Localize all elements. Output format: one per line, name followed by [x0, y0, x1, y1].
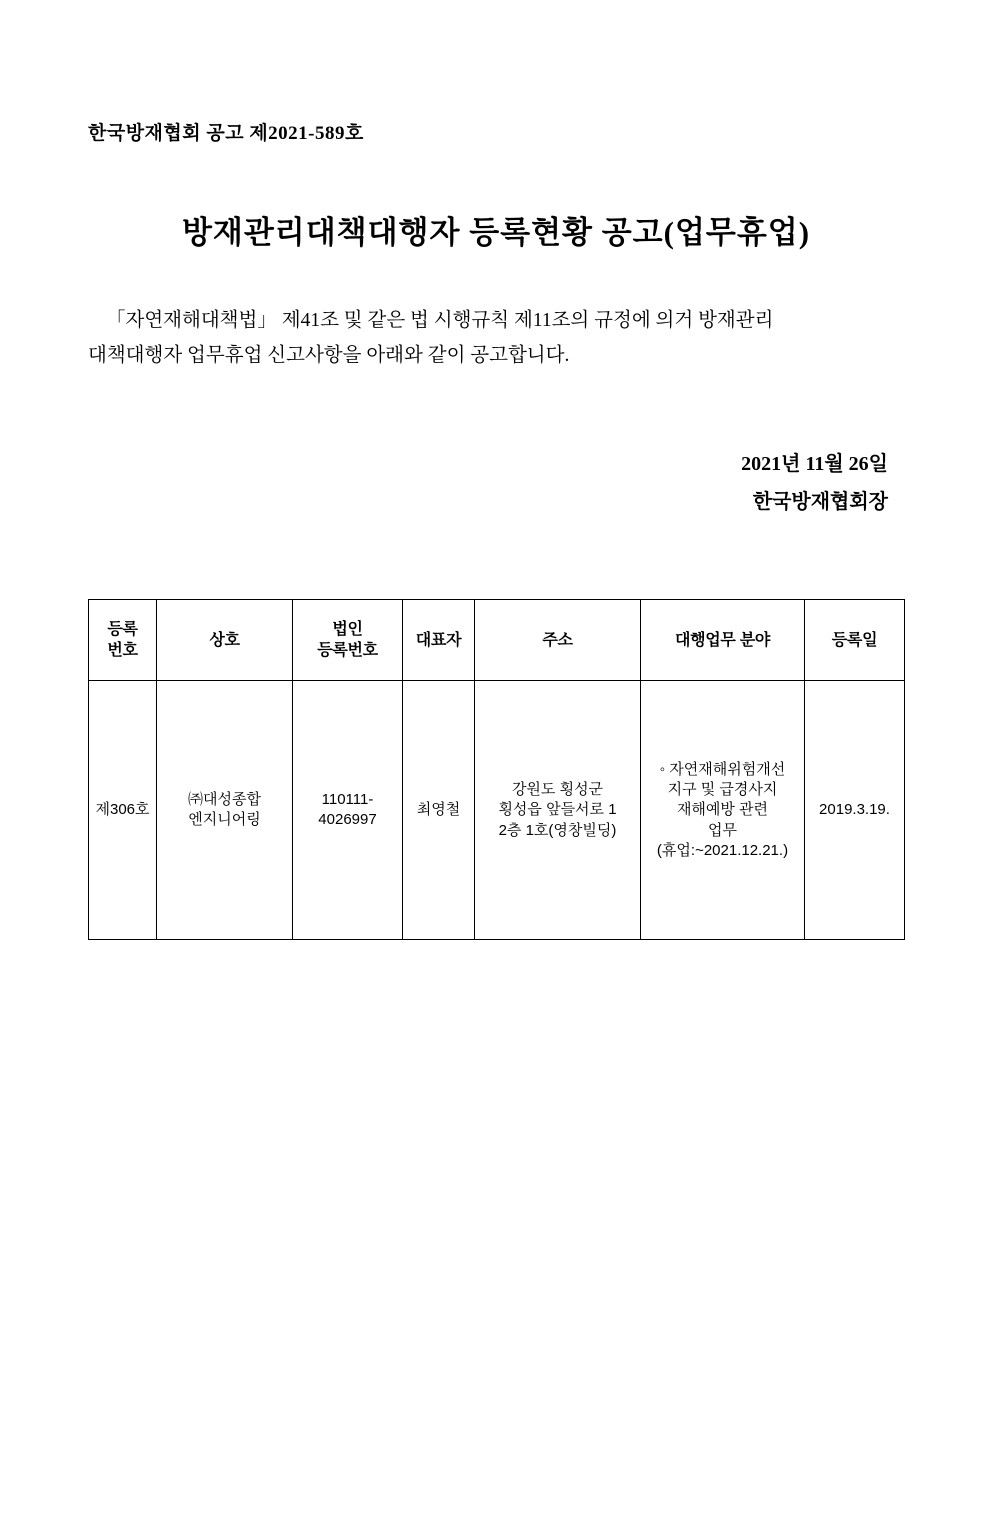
table-row: [89, 681, 905, 940]
header-reg-no-line-1: 등록: [107, 620, 138, 638]
header-reg-no-line-2: 번호: [107, 642, 138, 660]
cell-corp-no-line-1: 110111-: [321, 791, 374, 809]
table-header-row: [89, 600, 905, 681]
registration-table-wrapper: [88, 599, 904, 940]
column-header-registration-number: [89, 600, 157, 681]
cell-address-line-2: 횡성읍 앞들서로 1: [498, 801, 617, 819]
cell-address: [475, 681, 641, 940]
signature-organization: 한국방재협회장: [752, 491, 888, 514]
column-header-ceo: 대표자: [403, 600, 475, 681]
cell-company-line-2: 엔지니어링: [188, 811, 261, 829]
table-header: [89, 600, 905, 681]
cell-corp-no-line-2: 4026997: [318, 811, 377, 829]
header-corp-no-line-2: 등록번호: [317, 642, 378, 660]
cell-registration-date: 2019.3.19.: [805, 681, 905, 940]
signature-date: 2021년 11월 26일: [741, 453, 888, 476]
table-body: [89, 681, 905, 940]
cell-ceo: 최영철: [403, 681, 475, 940]
cell-scope-line-1: ◦ 자연재해위험개선: [659, 760, 786, 778]
column-header-scope: 대행업무 분야: [641, 600, 805, 681]
page-title: 방재관리대책대행자 등록현황 공고(업무휴업): [181, 215, 811, 250]
header-corp-no-line-1: 법인: [332, 620, 363, 638]
intro-paragraph: [88, 304, 904, 373]
registration-table: [88, 599, 905, 940]
column-header-corporate-number: [293, 600, 403, 681]
cell-address-line-3: 2층 1호(영창빌딩): [498, 821, 617, 839]
cell-scope-line-5: (휴업:~2021.12.21.): [656, 841, 789, 859]
intro-line-1: 「자연재해대책법」 제41조 및 같은 법 시행규칙 제11조의 규정에 의거 방재관리: [106, 310, 774, 331]
cell-corporate-number: [293, 681, 403, 940]
document-number: 한국방재협회 공고 제2021-589호: [88, 123, 364, 144]
cell-scope: [641, 681, 805, 940]
column-header-company: 상호: [157, 600, 293, 681]
cell-registration-number: 제306호: [89, 681, 157, 940]
document-page: [0, 118, 992, 1521]
cell-scope-line-3: 재해예방 관련: [676, 801, 769, 819]
cell-scope-line-4: 업무: [708, 821, 737, 839]
column-header-registration-date: 등록일: [805, 600, 905, 681]
column-header-address: 주소: [475, 600, 641, 681]
intro-line-2: 대책대행자 업무휴업 신고사항을 아래와 같이 공고합니다.: [88, 344, 570, 366]
signature-block: [88, 445, 904, 521]
cell-scope-line-2: 지구 및 급경사지: [667, 781, 778, 799]
cell-company-line-1: ㈜대성종합: [188, 791, 261, 809]
cell-address-line-1: 강원도 횡성군: [511, 781, 604, 799]
cell-company: [157, 681, 293, 940]
